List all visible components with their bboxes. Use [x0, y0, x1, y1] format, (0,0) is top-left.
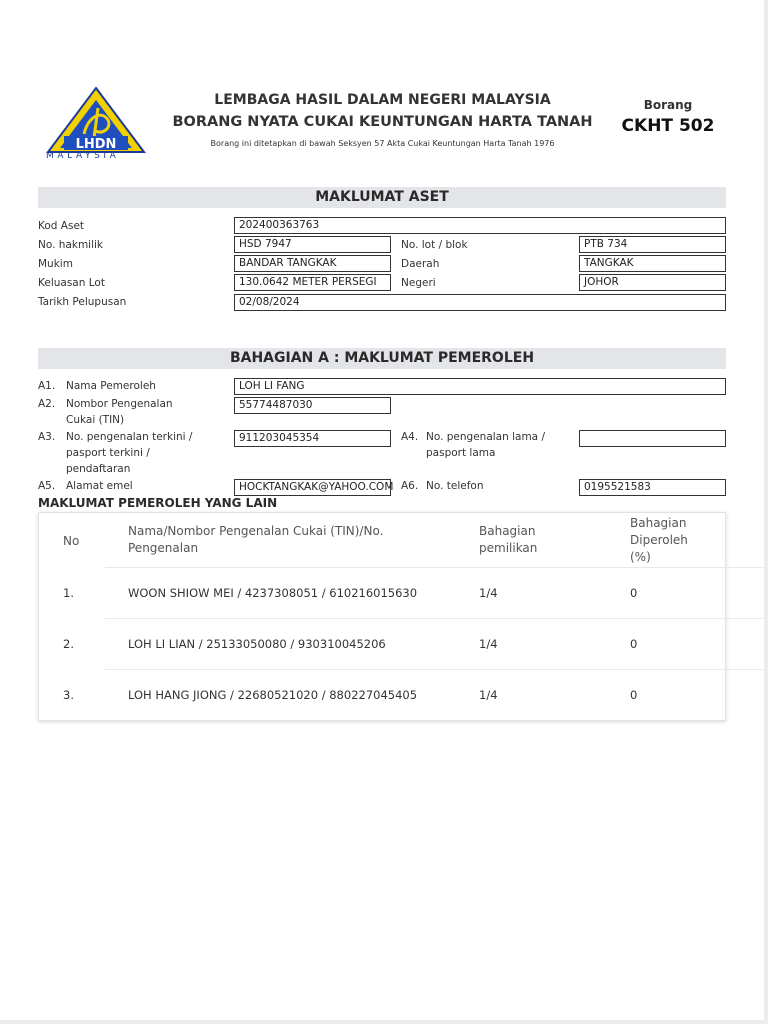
- a3-number: A3.: [38, 431, 56, 443]
- tin-field[interactable]: 55774487030: [234, 397, 391, 414]
- negeri-label: Negeri: [401, 277, 436, 289]
- a6-label: No. telefon: [426, 480, 484, 492]
- row-name: LOH LI LIAN / 25133050080 / 930310045206: [128, 637, 386, 651]
- row-name: WOON SHIOW MEI / 4237308051 / 610216015630: [128, 586, 418, 600]
- col-header-no: No: [63, 534, 80, 548]
- keluasan-label: Keluasan Lot: [38, 277, 105, 289]
- row-number: 2.: [63, 637, 74, 651]
- a5-number: A5.: [38, 480, 56, 492]
- col-header-acq-line1: Bahagian: [630, 516, 687, 530]
- daerah-field[interactable]: TANGKAK: [579, 255, 726, 272]
- other-acquirers-table: [38, 512, 726, 721]
- form-title: BORANG NYATA CUKAI KEUNTUNGAN HARTA TANAH: [172, 114, 593, 130]
- id-terkini-field[interactable]: 911203045354: [234, 430, 391, 447]
- col-header-share-line1: Bahagian: [479, 524, 536, 538]
- a4-number: A4.: [401, 431, 419, 443]
- tarikh-field[interactable]: 02/08/2024: [234, 294, 726, 311]
- a1-number: A1.: [38, 380, 56, 392]
- tarikh-label: Tarikh Pelupusan: [38, 296, 127, 308]
- other-acquirers-title: MAKLUMAT PEMEROLEH YANG LAIN: [38, 496, 278, 510]
- col-header-name-line1: Nama/Nombor Pengenalan Cukai (TIN)/No.: [128, 524, 384, 538]
- a2-label-line2: Cukai (TIN): [66, 414, 125, 426]
- id-lama-field[interactable]: [579, 430, 726, 447]
- asset-section-title: MAKLUMAT ASET: [38, 187, 726, 208]
- row-acquired: 0: [630, 637, 638, 651]
- mukim-field[interactable]: BANDAR TANGKAK: [234, 255, 391, 272]
- row-share: 1/4: [479, 586, 498, 600]
- row-share: 1/4: [479, 688, 498, 702]
- row-acquired: 0: [630, 586, 638, 600]
- lot-label: No. lot / blok: [401, 239, 468, 251]
- telefon-field[interactable]: 0195521583: [579, 479, 726, 496]
- org-title: LEMBAGA HASIL DALAM NEGERI MALAYSIA: [214, 92, 551, 108]
- row-number: 1.: [63, 586, 74, 600]
- a2-label-line1: Nombor Pengenalan: [66, 398, 173, 410]
- col-header-acq-line2: Diperoleh: [630, 533, 688, 547]
- negeri-field[interactable]: JOHOR: [579, 274, 726, 291]
- a6-number: A6.: [401, 480, 419, 492]
- form-subtitle: Borang ini ditetapkan di bawah Seksyen 57 Akta Cukai Keuntungan Harta Tanah 1976: [210, 139, 555, 148]
- part-a-section-title: BAHAGIAN A : MAKLUMAT PEMEROLEH: [38, 348, 726, 369]
- mukim-label: Mukim: [38, 258, 73, 270]
- row-divider: [105, 618, 763, 619]
- col-header-share-line2: pemilikan: [479, 541, 538, 555]
- a5-label: Alamat emel: [66, 480, 133, 492]
- nama-pemeroleh-field[interactable]: LOH LI FANG: [234, 378, 726, 395]
- row-divider: [105, 567, 763, 568]
- row-name: LOH HANG JIONG / 22680521020 / 880227045405: [128, 688, 418, 702]
- a1-label: Nama Pemeroleh: [66, 380, 156, 392]
- form-label: Borang: [643, 98, 693, 112]
- daerah-label: Daerah: [401, 258, 440, 270]
- form-code: CKHT 502: [621, 116, 715, 136]
- hakmilik-label: No. hakmilik: [38, 239, 103, 251]
- col-header-name-line2: Pengenalan: [128, 541, 199, 555]
- a2-number: A2.: [38, 398, 56, 410]
- row-acquired: 0: [630, 688, 638, 702]
- col-header-acq-line3: (%): [630, 550, 651, 564]
- logo-text: LHDN: [75, 137, 117, 152]
- a4-label-line2: pasport lama: [426, 447, 496, 459]
- kod-aset-field[interactable]: 202400363763: [234, 217, 726, 234]
- a3-label-line1: No. pengenalan terkini /: [66, 431, 193, 443]
- a4-label-line1: No. pengenalan lama /: [426, 431, 545, 443]
- email-field[interactable]: HOCKTANGKAK@YAHOO.COM: [234, 479, 391, 496]
- hakmilik-field[interactable]: HSD 7947: [234, 236, 391, 253]
- row-share: 1/4: [479, 637, 498, 651]
- kod-aset-label: Kod Aset: [38, 220, 85, 232]
- logo-country: MALAYSIA: [46, 151, 120, 161]
- lhdn-logo-icon: [44, 86, 148, 156]
- a3-label-line3: pendaftaran: [66, 463, 131, 475]
- row-number: 3.: [63, 688, 74, 702]
- lot-field[interactable]: PTB 734: [579, 236, 726, 253]
- row-divider: [105, 669, 763, 670]
- keluasan-field[interactable]: 130.0642 METER PERSEGI: [234, 274, 391, 291]
- a3-label-line2: pasport terkini /: [66, 447, 150, 459]
